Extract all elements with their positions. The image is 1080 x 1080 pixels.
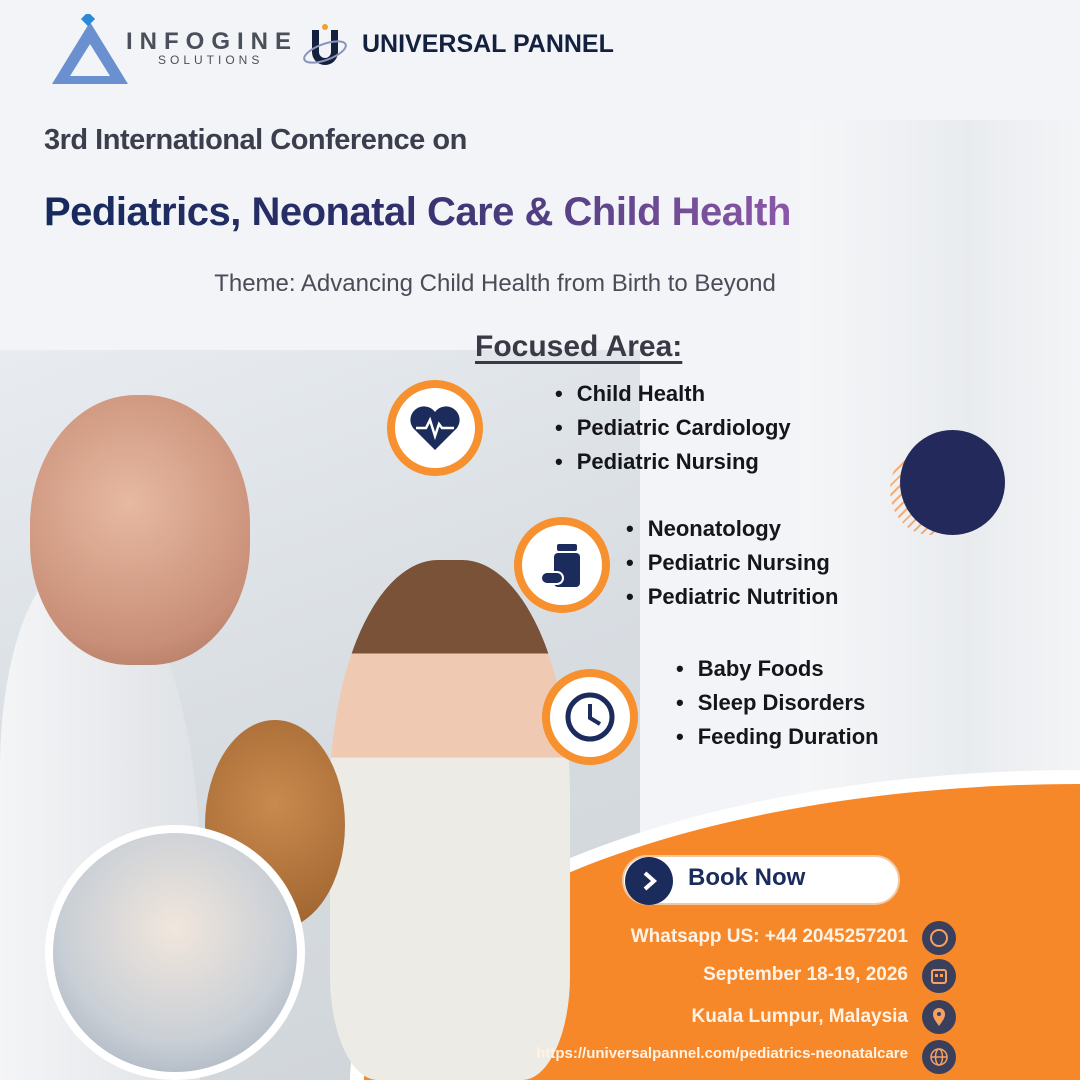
conference-theme: Theme: Advancing Child Health from Birth to Beyond <box>214 270 776 297</box>
website-link[interactable]: https://universalpannel.com/pediatrics-neonatalcare <box>536 1045 908 1062</box>
focused-area-heading: Focused Area: <box>475 330 683 363</box>
chevron-right-icon[interactable] <box>625 857 673 905</box>
universal-pannel-logo-icon <box>300 22 350 72</box>
focus-item: • Neonatology <box>626 516 838 550</box>
globe-icon <box>922 1040 956 1074</box>
medicine-bottle-icon <box>514 517 610 613</box>
infogine-name: INFOGINE <box>126 28 299 55</box>
focus-list-1 <box>555 381 791 483</box>
focus-item: • Baby Foods <box>676 656 879 690</box>
doctor-photo-head <box>30 395 250 665</box>
focus-item: • Child Health <box>555 381 791 415</box>
heart-pulse-icon <box>387 380 483 476</box>
whatsapp-icon <box>922 921 956 955</box>
infogine-logo-icon <box>50 14 130 86</box>
nurse-child-photo <box>45 825 305 1080</box>
universal-pannel-name: UNIVERSAL PANNEL <box>362 30 614 58</box>
event-location: Kuala Lumpur, Malaysia <box>691 1006 908 1027</box>
event-date: September 18-19, 2026 <box>703 964 908 985</box>
decorative-circle <box>900 430 1005 535</box>
focus-item: • Pediatric Nursing <box>555 449 791 483</box>
calendar-icon <box>922 959 956 993</box>
book-now-label[interactable]: Book Now <box>688 864 806 891</box>
conference-subtitle: 3rd International Conference on <box>44 124 467 156</box>
focus-item: • Pediatric Nursing <box>626 550 838 584</box>
child-photo <box>330 560 570 1080</box>
focus-item: • Pediatric Nutrition <box>626 584 838 618</box>
focus-item: • Sleep Disorders <box>676 690 879 724</box>
infogine-tagline: SOLUTIONS <box>158 53 264 67</box>
focus-list-3 <box>676 656 879 758</box>
focus-item: • Pediatric Cardiology <box>555 415 791 449</box>
location-pin-icon <box>922 1000 956 1034</box>
clock-icon <box>542 669 638 765</box>
whatsapp-text: Whatsapp US: +44 2045257201 <box>630 926 908 947</box>
focus-item: • Feeding Duration <box>676 724 879 758</box>
focus-list-2 <box>626 516 838 618</box>
conference-title: Pediatrics, Neonatal Care & Child Health <box>44 190 791 234</box>
